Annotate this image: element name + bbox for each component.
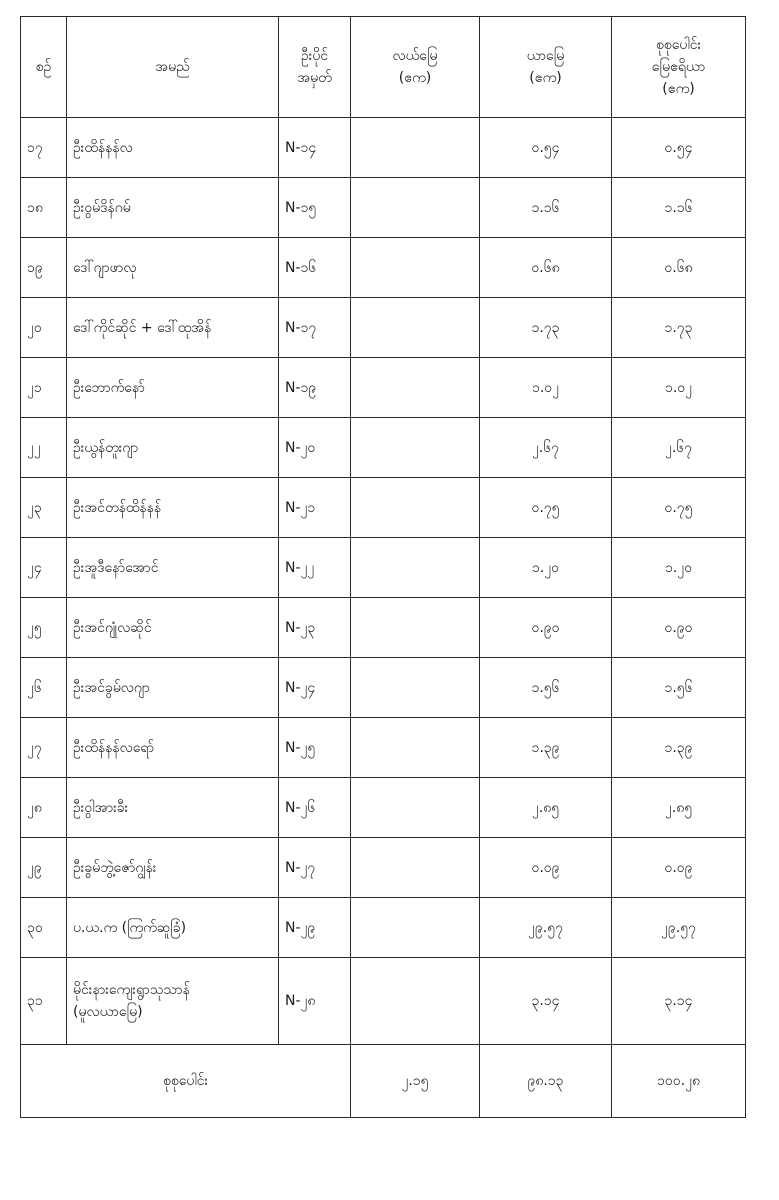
table-row	[21, 358, 746, 418]
row-total: ၁.၁၆	[612, 178, 746, 238]
row-no: ၂၃	[21, 478, 67, 538]
row-total: ၁.၇၃	[612, 298, 746, 358]
row-upland: ၁.၂၀	[480, 538, 612, 598]
table-row	[21, 178, 746, 238]
table-row	[21, 238, 746, 298]
table-row	[21, 958, 746, 1045]
row-name: ဦးယွန်တူးဂျာ	[67, 418, 279, 478]
row-no: ၂၁	[21, 358, 67, 418]
row-upland: ၂၉.၅၇	[480, 898, 612, 958]
total-farmland: ၂.၁၅	[351, 1045, 480, 1118]
table-row	[21, 778, 746, 838]
row-total: ၁.၂၀	[612, 538, 746, 598]
row-code: N-၂၂	[279, 538, 351, 598]
row-name-line: (မူလယာမြေ)	[73, 1004, 143, 1020]
row-upland: ၀.၇၅	[480, 478, 612, 538]
row-code: N-၁၆	[279, 238, 351, 298]
row-no: ၂၇	[21, 718, 67, 778]
row-name: ပ.ယ.က (ကြက်ဆူခြံ)	[67, 898, 279, 958]
row-farmland	[351, 598, 480, 658]
table-row	[21, 658, 746, 718]
row-upland: ၃.၁၄	[480, 958, 612, 1045]
row-farmland	[351, 958, 480, 1045]
row-name: ဒေါ်ဂျာဖာလု	[67, 238, 279, 298]
row-no: ၂၆	[21, 658, 67, 718]
row-farmland	[351, 238, 480, 298]
row-code: N-၂၄	[279, 658, 351, 718]
row-upland: ၁.၃၉	[480, 718, 612, 778]
row-no: ၂၉	[21, 838, 67, 898]
table-row	[21, 118, 746, 178]
row-total: ၀.၅၄	[612, 118, 746, 178]
row-name: ဦးဝွါအားခီး	[67, 778, 279, 838]
total-area: ၁၀၀.၂၈	[612, 1045, 746, 1118]
row-code: N-၂၇	[279, 838, 351, 898]
row-name-line: မိုင်းနားကျေးရွာသုသာန်	[73, 982, 190, 998]
row-name: ဦးအင်ခွမ်လဂျာ	[67, 658, 279, 718]
header-name: အမည်	[67, 17, 279, 118]
header-total-area: စုစုပေါင်း မြေဧရိယာ (ဧက)	[612, 17, 746, 118]
row-upland: ၁.၀၂	[480, 358, 612, 418]
row-farmland	[351, 178, 480, 238]
row-code: N-၂၈	[279, 958, 351, 1045]
row-code: N-၁၇	[279, 298, 351, 358]
land-table-page	[20, 16, 745, 1118]
row-farmland	[351, 658, 480, 718]
row-name: ဦးဘောက်နော်	[67, 358, 279, 418]
row-total: ၁.၅၆	[612, 658, 746, 718]
row-upland: ၁.၁၆	[480, 178, 612, 238]
row-name: ဦးထိန်နန်လရော်	[67, 718, 279, 778]
row-name: ဦးခွမ်ဘွဲ့ဇော်ဂျွန်း	[67, 838, 279, 898]
row-total: ၁.၀၂	[612, 358, 746, 418]
table-header-row	[21, 17, 746, 118]
row-upland: ၁.၅၆	[480, 658, 612, 718]
row-upland: ၂.၆၇	[480, 418, 612, 478]
table-row	[21, 418, 746, 478]
row-farmland	[351, 898, 480, 958]
row-upland: ၀.၆၈	[480, 238, 612, 298]
row-farmland	[351, 778, 480, 838]
row-no: ၂၈	[21, 778, 67, 838]
row-code: N-၁၅	[279, 178, 351, 238]
table-row	[21, 478, 746, 538]
row-upland: ၀.၅၄	[480, 118, 612, 178]
row-no: ၂၅	[21, 598, 67, 658]
row-total: ၃.၁၄	[612, 958, 746, 1045]
row-total: ၀.၀၉	[612, 838, 746, 898]
row-farmland	[351, 118, 480, 178]
row-code: N-၁၄	[279, 118, 351, 178]
row-code: N-၂၀	[279, 418, 351, 478]
row-no: ၁၉	[21, 238, 67, 298]
row-total: ၀.၇၅	[612, 478, 746, 538]
row-name: ဦးထိန်နန်လ	[67, 118, 279, 178]
row-total: ၂.၈၅	[612, 778, 746, 838]
header-farmland: လယ်မြေ (ဧက)	[351, 17, 480, 118]
row-upland: ၀.၀၉	[480, 838, 612, 898]
row-no: ၁၇	[21, 118, 67, 178]
table-row	[21, 898, 746, 958]
row-farmland	[351, 478, 480, 538]
row-farmland	[351, 718, 480, 778]
row-name: ဦးအူဒီနော်အောင်	[67, 538, 279, 598]
row-code: N-၂၃	[279, 598, 351, 658]
row-farmland	[351, 838, 480, 898]
row-name: ဦးအင်တန်ထိန်နန်	[67, 478, 279, 538]
total-row	[21, 1045, 746, 1118]
total-upland: ၉၈.၁၃	[480, 1045, 612, 1118]
row-code: N-၂၆	[279, 778, 351, 838]
row-farmland	[351, 538, 480, 598]
row-name: ဒေါ်ကိုင်ဆိုင် + ဒေါ်ထုအိန်	[67, 298, 279, 358]
row-upland: ၂.၈၅	[480, 778, 612, 838]
row-farmland	[351, 358, 480, 418]
header-code: ဦးပိုင် အမှတ်	[279, 17, 351, 118]
row-code: N-၂၅	[279, 718, 351, 778]
table-row	[21, 838, 746, 898]
table-row	[21, 538, 746, 598]
row-no: ၂၀	[21, 298, 67, 358]
row-no: ၃၀	[21, 898, 67, 958]
header-upland: ယာမြေ (ဧက)	[480, 17, 612, 118]
row-total: ၂.၆၇	[612, 418, 746, 478]
row-upland: ၁.၇၃	[480, 298, 612, 358]
row-total: ၀.၉၀	[612, 598, 746, 658]
row-farmland	[351, 418, 480, 478]
row-no: ၂၂	[21, 418, 67, 478]
row-total: ၂၉.၅၇	[612, 898, 746, 958]
total-label: စုစုပေါင်း	[21, 1045, 351, 1118]
row-no: ၃၁	[21, 958, 67, 1045]
row-farmland	[351, 298, 480, 358]
row-no: ၁၈	[21, 178, 67, 238]
row-name: ဦးဝွမ်ဒိန်ဂမ်	[67, 178, 279, 238]
row-code: N-၂၁	[279, 478, 351, 538]
row-code: N-၂၉	[279, 898, 351, 958]
land-holdings-table	[20, 16, 746, 1118]
row-name	[67, 958, 279, 1045]
row-upland: ၀.၉၀	[480, 598, 612, 658]
row-no: ၂၄	[21, 538, 67, 598]
row-name: ဦးအင်ဂျုံလဆိုင်	[67, 598, 279, 658]
row-total: ၁.၃၉	[612, 718, 746, 778]
table-row	[21, 718, 746, 778]
row-code: N-၁၉	[279, 358, 351, 418]
table-row	[21, 298, 746, 358]
header-no: စဉ်	[21, 17, 67, 118]
table-row	[21, 598, 746, 658]
row-total: ၀.၆၈	[612, 238, 746, 298]
